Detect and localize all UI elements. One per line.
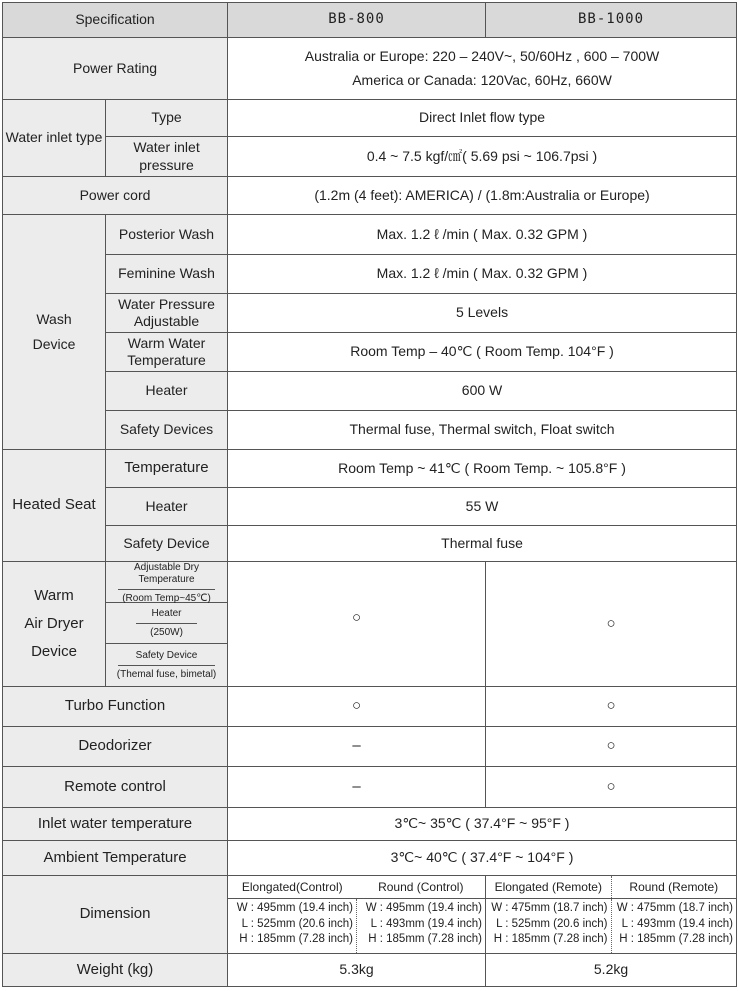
power-cord-value: (1.2m (4 feet): AMERICA) / (1.8m:Australia or Europe) [228, 177, 737, 215]
turbo-row [3, 687, 737, 727]
remote-bb800-value: – [228, 767, 486, 808]
wash-heater-value: 600 W [228, 372, 737, 411]
remote-label: Remote control [3, 767, 228, 808]
posterior-wash-value: Max. 1.2 ℓ /min ( Max. 0.32 GPM ) [228, 215, 737, 255]
power-rating-value [228, 38, 737, 100]
water-pressure-label-line1: Water Pressure [118, 295, 215, 312]
dim-h: H : 185mm (7.28 inch) [493, 933, 608, 946]
warm-water-temp-label-line1: Warm Water [127, 334, 206, 351]
power-rating-label: Power Rating [3, 38, 228, 100]
dryer-safety-line1: Safety Device [135, 649, 198, 661]
dimension-col-round-control: Round (Control) [378, 879, 464, 894]
seat-heater-value: 55 W [228, 488, 737, 526]
power-cord-label: Power cord [3, 177, 228, 215]
dimension-round-remote-values [612, 899, 737, 953]
dimension-bb1000-body [486, 899, 736, 953]
seat-heater-row [3, 488, 737, 526]
dryer-adjustable-block [106, 562, 227, 603]
dryer-heater-line2: (250W) [150, 626, 183, 638]
deodorizer-label: Deodorizer [3, 727, 228, 767]
dimension-label: Dimension [3, 876, 228, 954]
dryer-row [3, 562, 737, 687]
dimension-bb800 [228, 876, 486, 954]
wash-device-label-line2: Device [32, 336, 76, 352]
turbo-bb1000-value: ○ [486, 687, 737, 727]
warm-water-temp-label-line2: Temperature [127, 352, 206, 368]
dryer-label-line2: Air Dryer [24, 615, 84, 632]
wash-feminine-row [3, 255, 737, 294]
power-rating-line2: America or Canada: 120Vac, 60Hz, 660W [352, 71, 612, 88]
power-rating-line1: Australia or Europe: 220 – 240V~, 50/60Hz , 600 – 700W [304, 48, 660, 64]
dimension-bb1000-header [486, 876, 736, 899]
dimension-col-elongated-remote: Elongated (Remote) [486, 876, 612, 898]
wash-device-label-line1: Wash [36, 310, 72, 327]
weight-label: Weight (kg) [3, 954, 228, 987]
dimension-row [3, 876, 737, 954]
dimension-col-round-remote: Round (Remote) [629, 879, 719, 894]
wash-safety-row [3, 411, 737, 450]
dimension-round-control-values [357, 899, 485, 953]
seat-temp-label: Temperature [106, 450, 228, 488]
water-inlet-type-row [3, 100, 737, 137]
wash-heater-label: Heater [106, 372, 228, 411]
wash-temperature-row [3, 333, 737, 372]
wash-safety-value: Thermal fuse, Thermal switch, Float switch [228, 411, 737, 450]
inlet-temp-value: 3℃~ 35℃ ( 37.4°F ~ 95°F ) [228, 808, 737, 841]
ambient-value: 3℃~ 40℃ ( 37.4°F ~ 104°F ) [228, 841, 737, 876]
posterior-wash-label: Posterior Wash [106, 215, 228, 255]
ambient-row [3, 841, 737, 876]
dim-l: L : 525mm (20.6 inch) [496, 917, 608, 930]
dimension-col-elongated-control: Elongated(Control) [241, 879, 343, 894]
deodorizer-bb1000-value: ○ [486, 727, 737, 767]
water-inlet-pressure-label: Water inlet pressure [106, 137, 228, 177]
water-inlet-pressure-row [3, 137, 737, 177]
dimension-bb1000 [486, 876, 737, 954]
seat-heater-label: Heater [106, 488, 228, 526]
water-inlet-type-label: Type [106, 100, 228, 137]
dryer-heater-line1: Heater [151, 607, 182, 619]
dryer-label-line1: Warm [34, 587, 74, 604]
header-model-bb1000: BB-1000 [486, 3, 737, 38]
inlet-temp-label: Inlet water temperature [3, 808, 228, 841]
inlet-temp-row [3, 808, 737, 841]
heated-seat-label: Heated Seat [3, 450, 106, 562]
specification-table [2, 2, 737, 987]
header-model-bb800: BB-800 [228, 3, 486, 38]
power-cord-row [3, 177, 737, 215]
dim-h: H : 185mm (7.28 inch) [619, 933, 734, 946]
turbo-label: Turbo Function [3, 687, 228, 727]
wash-pressure-row [3, 294, 737, 333]
deodorizer-row [3, 727, 737, 767]
dim-l: L : 493mm (19.4 inch) [370, 917, 483, 930]
water-pressure-label-line2: Adjustable [133, 313, 200, 329]
warm-water-temp-label [106, 333, 228, 372]
turbo-bb800-value: ○ [228, 687, 486, 727]
dim-l: L : 525mm (20.6 inch) [241, 917, 354, 930]
dimension-bb800-header [228, 876, 485, 899]
dryer-adjustable-line1: Adjustable Dry Temperature [133, 561, 200, 585]
dimension-elongated-remote-values [486, 899, 612, 953]
seat-safety-value: Thermal fuse [228, 526, 737, 562]
dim-w: W : 475mm (18.7 inch) [491, 902, 608, 914]
wash-safety-label: Safety Devices [106, 411, 228, 450]
remote-bb1000-value: ○ [486, 767, 737, 808]
wash-heater-row [3, 372, 737, 411]
water-inlet-type-value: Direct Inlet flow type [228, 100, 737, 137]
water-pressure-label [106, 294, 228, 333]
weight-bb800-value: 5.3kg [228, 954, 486, 987]
ambient-label: Ambient Temperature [3, 841, 228, 876]
seat-temp-value: Room Temp ~ 41℃ ( Room Temp. ~ 105.8°F ) [228, 450, 737, 488]
dim-w: W : 475mm (18.7 inch) [616, 902, 734, 914]
dim-l: L : 493mm (19.4 inch) [621, 917, 734, 930]
dryer-safety-block [106, 644, 227, 686]
dim-h: H : 185mm (7.28 inch) [239, 933, 354, 946]
deodorizer-bb800-value: – [228, 727, 486, 767]
water-inlet-pressure-value: 0.4 ~ 7.5 kgf/㎠( 5.69 psi ~ 106.7psi ) [228, 137, 737, 177]
dimension-bb800-body [228, 899, 485, 953]
seat-safety-label: Safety Device [106, 526, 228, 562]
header-specification: Specification [3, 3, 228, 38]
weight-bb1000-value: 5.2kg [486, 954, 737, 987]
seat-temperature-row [3, 450, 737, 488]
header-row [3, 3, 737, 38]
water-pressure-value: 5 Levels [228, 294, 737, 333]
feminine-wash-label: Feminine Wash [106, 255, 228, 294]
dim-w: W : 495mm (19.4 inch) [365, 902, 483, 914]
dryer-bb1000-value: ○ [486, 562, 737, 687]
seat-safety-row [3, 526, 737, 562]
dim-h: H : 185mm (7.28 inch) [368, 933, 483, 946]
feminine-wash-value: Max. 1.2 ℓ /min ( Max. 0.32 GPM ) [228, 255, 737, 294]
dryer-heater-block [106, 603, 227, 644]
water-inlet-label: Water inlet type [3, 100, 106, 177]
dryer-sublabels [106, 562, 228, 687]
dryer-safety-line2: (Themal fuse, bimetal) [116, 668, 217, 680]
wash-device-label [3, 215, 106, 450]
dryer-label [3, 562, 106, 687]
power-rating-row [3, 38, 737, 100]
weight-row [3, 954, 737, 987]
dimension-elongated-control-values [228, 899, 357, 953]
warm-water-temp-value: Room Temp – 40℃ ( Room Temp. 104°F ) [228, 333, 737, 372]
dryer-label-line3: Device [31, 643, 77, 660]
remote-row [3, 767, 737, 808]
dim-w: W : 495mm (19.4 inch) [236, 902, 354, 914]
dryer-adjustable-line2: (Room Temp~45℃) [122, 592, 211, 604]
wash-posterior-row [3, 215, 737, 255]
dryer-bb800-value: ○ [228, 562, 486, 687]
